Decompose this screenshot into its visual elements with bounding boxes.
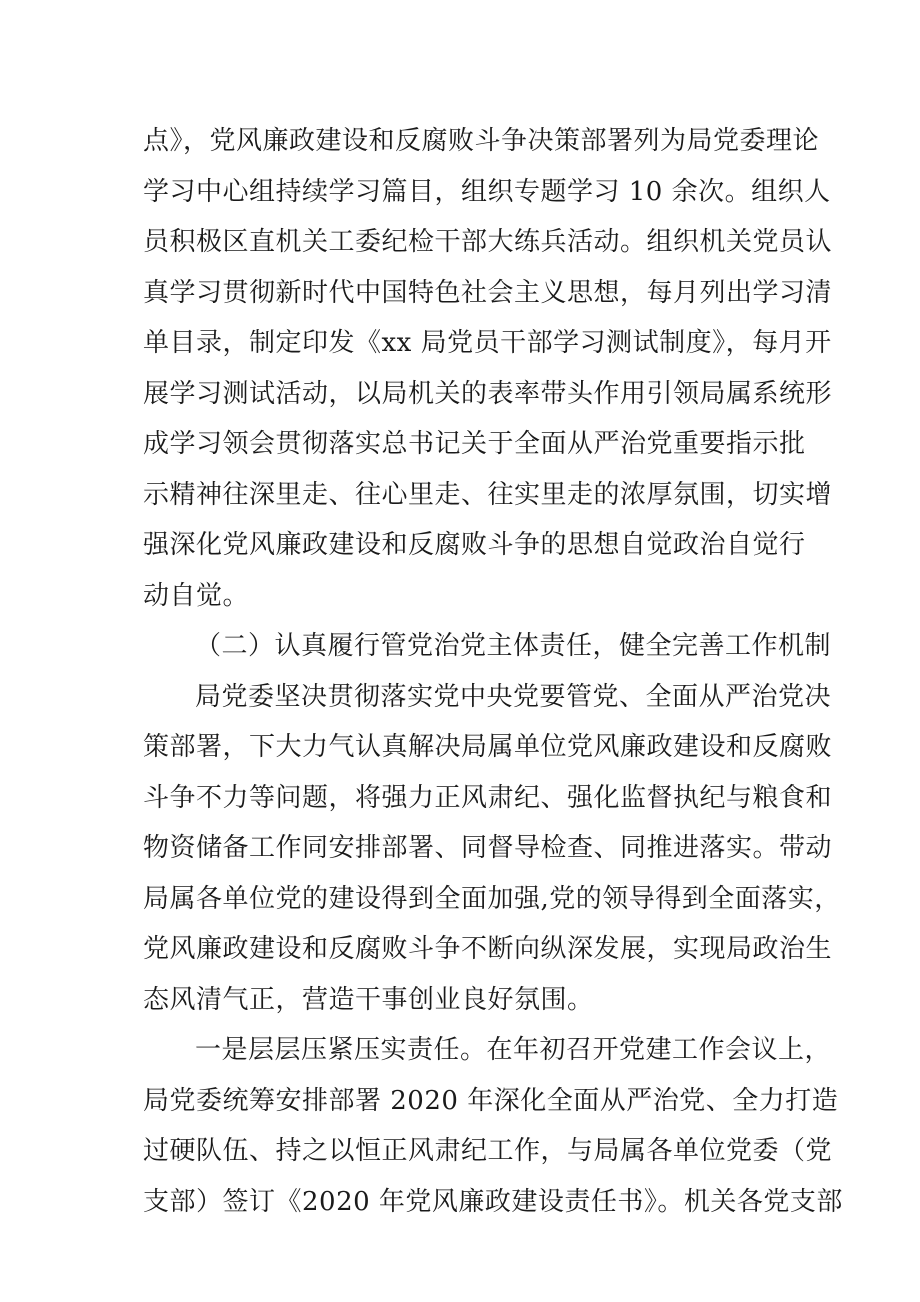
paragraph-line: 示精神往深里走、往心里走、往实里走的浓厚氛围，切实增 [143,479,833,510]
document-body [143,116,843,1227]
paragraph-line: 过硬队伍、持之以恒正风肃纪工作，与局属各单位党委（党 [143,1136,833,1166]
paragraph-line: 学习中心组持续学习篇目，组织专题学习 10 余次。组织人 [143,176,831,207]
paragraph-line: 局党委统筹安排部署 2020 年深化全面从严治党、全力打造 [143,1085,839,1116]
paragraph-line: 党风廉政建设和反腐败斗争不断向纵深发展，实现局政治生 [143,934,833,964]
paragraph-line: 局属各单位党的建设得到全面加强,党的领导得到全面落实， [143,883,841,914]
paragraph-line: 动自觉。 [143,580,250,611]
paragraph-line: 强深化党风廉政建设和反腐败斗争的思想自觉政治自觉行 [143,530,806,560]
paragraph-line: 展学习测试活动，以局机关的表率带头作用引领局属系统形 [143,378,833,409]
paragraph-line: 策部署，下大力气认真解决局属单位党风廉政建设和反腐败 [143,732,833,762]
paragraph-line: 点》，党风廉政建设和反腐败斗争决策部署列为局党委理论 [143,126,820,156]
paragraph-line: 员积极区直机关工委纪检干部大练兵活动。组织机关党员认 [143,227,833,257]
paragraph-line: 成学习领会贯彻落实总书记关于全面从严治党重要指示批 [143,429,806,459]
paragraph-line: 真学习贯彻新时代中国特色社会主义思想，每月列出学习清 [143,277,833,308]
paragraph-line: 态风清气正，营造干事创业良好氛围。 [143,984,594,1015]
paragraph-line: 斗争不力等问题，将强力正风肃纪、强化监督执纪与粮食和 [143,782,833,813]
paragraph-line: 支部）签订《2020 年党风廉政建设责任书》。机关各党支部 [143,1186,843,1217]
paragraph-line: 局党委坚决贯彻落实党中央党要管党、全面从严治党决 [195,681,832,712]
paragraph-line: 一是层层压紧压实责任。在年初召开党建工作会议上， [195,1035,832,1065]
paragraph-line: 单目录，制定印发《xx 局党员干部学习测试制度》，每月开 [143,328,832,358]
paragraph-line: 物资储备工作同安排部署、同督导检查、同推进落实。带动 [143,833,833,863]
section-heading: （二）认真履行管党治党主体责任，健全完善工作机制 [195,631,832,661]
